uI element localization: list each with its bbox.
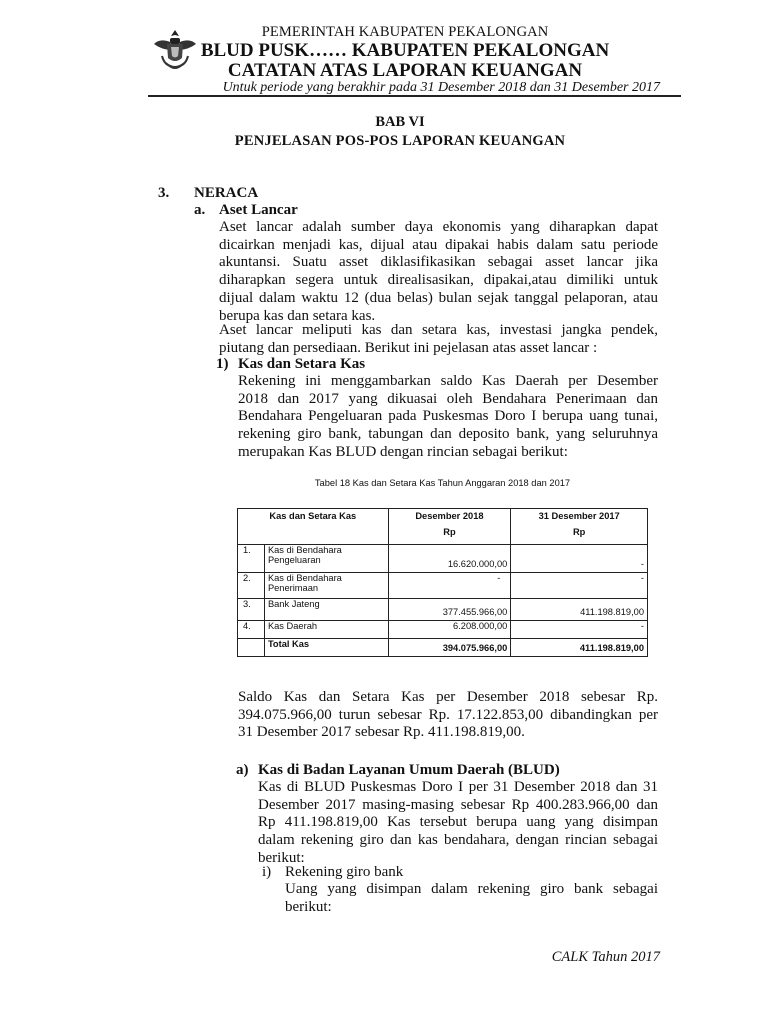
sub-item-title: Rekening giro bank bbox=[285, 864, 404, 880]
column-header-label: Kas dan Setara Kas bbox=[238, 509, 389, 527]
row-value-2018: 16.620.000,00 bbox=[388, 545, 511, 573]
kas-table bbox=[237, 508, 648, 657]
row-number: 4. bbox=[238, 621, 265, 639]
text-line: berupa kas dan setara kas. bbox=[219, 307, 376, 324]
kas-summary-paragraph bbox=[238, 689, 658, 742]
text-line: 394.075.966,00 turun sebesar Rp. 17.122.853,00 dibandingkan per bbox=[238, 706, 658, 723]
row-number: 3. bbox=[238, 599, 265, 621]
row-value-2017: - bbox=[511, 573, 648, 599]
total-label: Total Kas bbox=[264, 639, 388, 657]
text-line: Aset lancar adalah sumber daya ekonomis yang diharapkan dapat bbox=[219, 219, 658, 235]
header-period: Untuk periode yang berakhir pada 31 Desember 2018 dan 31 Desember 2017 bbox=[222, 80, 660, 95]
row-label: Kas Daerah bbox=[264, 621, 388, 639]
header-government: PEMERINTAH KABUPATEN PEKALONGAN bbox=[261, 24, 549, 40]
column-header-2017: 31 Desember 2017 bbox=[511, 509, 648, 527]
text-line: Aset lancar meliputi kas dan setara kas, investasi jangka pendek, bbox=[219, 322, 658, 338]
column-header-2018: Desember 2018 bbox=[388, 509, 511, 527]
item-number: 1) bbox=[216, 356, 229, 372]
text-line: dicairkan menjadi kas, dijual atau dipakai habis dalam satu periode bbox=[219, 236, 658, 253]
table-header-row bbox=[238, 509, 648, 527]
text-line: 31 Desember 2017 sebesar Rp. 411.198.819,00. bbox=[238, 724, 525, 741]
section-number: 3. bbox=[158, 185, 170, 201]
aset-lancar-scope-paragraph bbox=[219, 322, 658, 357]
text-line: Bendahara Pengeluaran pada Puskesmas Doro I berupa uang tunai, bbox=[238, 408, 658, 425]
row-label: Bank Jateng bbox=[264, 599, 388, 621]
row-value-2018: 377.455.966,00 bbox=[388, 599, 511, 621]
sub-item-number: i) bbox=[262, 864, 272, 880]
subsection-a-title: Kas di Badan Layanan Umum Daerah (BLUD) bbox=[258, 762, 560, 778]
table-row bbox=[238, 599, 648, 621]
aset-lancar-paragraph bbox=[219, 219, 658, 325]
header-institution: BLUD PUSK…… KABUPATEN PEKALONGAN bbox=[200, 40, 610, 61]
row-label bbox=[264, 573, 388, 599]
text-line: dalam rekening giro dan kas bendahara, dengan rincian sebagai bbox=[258, 832, 658, 849]
text-line: Saldo Kas dan Setara Kas per Desember 2018 sebesar Rp. bbox=[238, 689, 658, 705]
section-title: NERACA bbox=[194, 185, 259, 201]
text-line: dijual dalam waktu 12 (dua belas) bulan sejak tanggal pelaporan, atau bbox=[219, 289, 658, 306]
subsection-a-letter: a) bbox=[236, 762, 249, 778]
government-emblem-icon bbox=[150, 26, 200, 76]
row-value-2018: - bbox=[388, 573, 511, 599]
text-line: akuntansi. Suatu asset diklasifikasikan sebagai asset lancar jika bbox=[219, 254, 658, 271]
text-line: Rekening ini menggambarkan saldo Kas Daerah per Desember bbox=[238, 373, 658, 389]
table-row bbox=[238, 621, 648, 639]
table-caption: Tabel 18 Kas dan Setara Kas Tahun Anggaran 2018 dan 2017 bbox=[314, 478, 571, 488]
total-2018: 394.075.966,00 bbox=[388, 639, 511, 657]
header-divider bbox=[148, 95, 681, 97]
unit-2018: Rp bbox=[388, 527, 511, 545]
text-line: Uang yang disimpan dalam rekening giro bank sebagai bbox=[285, 881, 658, 897]
row-label-line: Penerimaan bbox=[267, 583, 319, 593]
row-label-line: Kas di Bendahara bbox=[267, 545, 342, 555]
table-row bbox=[238, 545, 648, 573]
row-label-line: Pengeluaran bbox=[267, 555, 321, 565]
text-line: berikut: bbox=[285, 898, 332, 915]
row-value-2017: - bbox=[511, 545, 648, 573]
text-line: Kas di BLUD Puskesmas Doro I per 31 Desember 2018 dan 31 bbox=[258, 779, 658, 795]
row-value-2017: - bbox=[511, 621, 648, 639]
row-number: 2. bbox=[238, 573, 265, 599]
chapter-title: BAB VI bbox=[375, 114, 425, 130]
row-value-2017: 411.198.819,00 bbox=[511, 599, 648, 621]
subsection-title: Aset Lancar bbox=[219, 202, 298, 218]
table-row bbox=[238, 573, 648, 599]
text-line: rekening giro bank, tabungan dan deposito bank, yang seluruhnya bbox=[238, 426, 658, 443]
kas-blud-paragraph bbox=[258, 779, 658, 868]
text-line: piutang dan persediaan. Berikut ini pejelasan atas asset lancar : bbox=[219, 339, 598, 356]
text-line: merupakan Kas BLUD dengan rincian sebagai berikut: bbox=[238, 443, 568, 460]
text-line: diharapkan segera untuk direalisasikan, dipakai,atau dimiliki untuk bbox=[219, 272, 658, 289]
row-label-line: Kas di Bendahara bbox=[267, 573, 342, 583]
chapter-subtitle: PENJELASAN POS-POS LAPORAN KEUANGAN bbox=[234, 133, 566, 149]
unit-empty-cell bbox=[238, 527, 389, 545]
item-title: Kas dan Setara Kas bbox=[238, 356, 366, 372]
table-total-row bbox=[238, 639, 648, 657]
text-line: berikut: bbox=[258, 849, 305, 866]
text-line: Rp 411.198.819,00 Kas tersebut berupa uang yang disimpan bbox=[258, 814, 658, 831]
text-line: Desember 2017 masing-masing sebesar Rp 400.283.966,00 dan bbox=[258, 796, 658, 813]
text-line: 2018 dan 2017 yang dikuasai oleh Bendahara Penerimaan dan bbox=[238, 390, 658, 407]
subsection-letter: a. bbox=[194, 202, 206, 218]
row-value-2018: 6.208.000,00 bbox=[388, 621, 511, 639]
row-number: 1. bbox=[238, 545, 265, 573]
unit-2017: Rp bbox=[511, 527, 648, 545]
page-footer: CALK Tahun 2017 bbox=[551, 949, 660, 965]
total-number-cell bbox=[238, 639, 265, 657]
giro-paragraph bbox=[285, 881, 658, 916]
header-report-title: CATATAN ATAS LAPORAN KEUANGAN bbox=[227, 60, 583, 81]
row-label bbox=[264, 545, 388, 573]
table-unit-row bbox=[238, 527, 648, 545]
total-2017: 411.198.819,00 bbox=[511, 639, 648, 657]
kas-paragraph bbox=[238, 373, 658, 462]
